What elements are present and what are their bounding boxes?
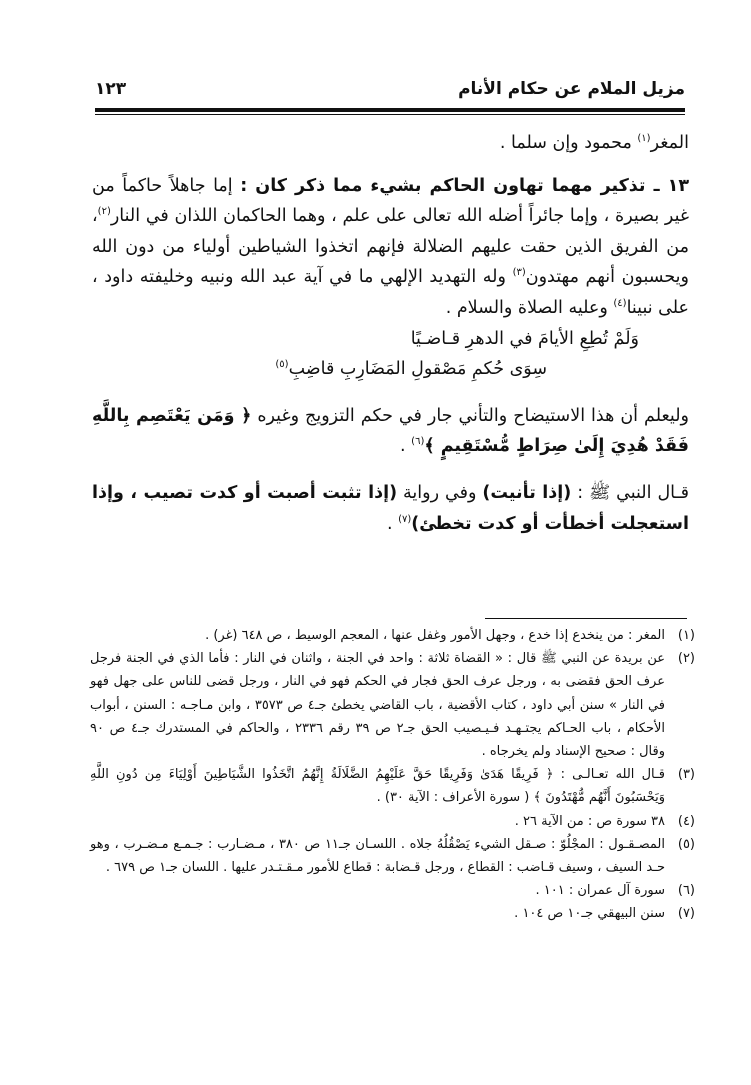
footnote-separator bbox=[485, 618, 687, 619]
header-title: مزيل الملام عن حكام الأنام bbox=[458, 79, 685, 99]
footnote-item: (٧) سنن البيهقي جـ١٠ ص ١٠٤ . bbox=[514, 906, 695, 922]
page-number: ١٢٣ bbox=[95, 79, 127, 99]
footnote-ref-4: (٤) bbox=[613, 298, 627, 310]
footnote-ref-5: (٥) bbox=[275, 359, 289, 371]
hadith-quote: (إذا تثبت أصبت أو كدت تصيب ، وإذا استعجلت أخطأت أو كدت تخطئ) bbox=[92, 482, 689, 534]
footnote-item: (٦) سورة آل عمران : ١٠١ . bbox=[535, 883, 695, 899]
running-header bbox=[95, 78, 685, 100]
footnote-item: (٢) عن بريدة عن النبي ﷺ قال : « القضاة ثلاثة : واحد في الجنة ، واثنان في النار : فأما الذي في الجنة فرجل عرف الحق فقضى به ، ورجل عرف الحق فجار في الحكم فهو في النار ، ورجل قضى للناس على جهل فهو في النار » سنن أبي داود ، كتاب الأقضية ، باب القاضي يخطئ جـ٤ ص ٣٥٧٣ ، وابن مـاجـه : السنن ، أبواب الأحكام ، باب الحـاكم يجتـهـد فـيـصيب الحق جـ٢ ص ٣٩ رقم ٢٣٣٦ ، والحاكم في المستدرك جـ٤ ص ٩٠ وقال : صحيح الإسناد ولم يخرجاه . bbox=[90, 651, 695, 760]
footnote-ref-2: (٢) bbox=[97, 206, 111, 218]
header-rule-thick bbox=[95, 108, 685, 112]
poem-verse-1: وَلَمْ تُطِعِ الأيامَ في الدهرِ قـاضـيًا bbox=[410, 328, 639, 349]
paragraph-3: وليعلم أن هذا الاستيضاح والتأني جار في حكم التزويج وغيره ﴿ وَمَن يَعْتَصِم بِاللَّهِ فَقَدْ هُدِيَ إِلَىٰ صِرَاطٍ مُّسْتَقِيمٍ ﴾$^{(٦)}$ . bbox=[92, 405, 689, 457]
footnote-ref-7: (٧) bbox=[398, 513, 412, 525]
footnote-item: (١) المغر : من ينخدع إذا خدع ، وجهل الأمور وغفل عنها ، المعجم الوسيط ، ص ٦٤٨ (غر) . bbox=[205, 628, 695, 643]
paragraph-4: قـال النبي ﷺ : (إذا تأنيت) وفي رواية (إذا تثبت أصبت أو كدت تصيب ، وإذا استعجلت أخطأت أو كدت تخطئ)$^{(٧)}$ . bbox=[92, 482, 690, 534]
footnotes bbox=[90, 624, 695, 926]
quran-quote: ﴿ وَمَن يَعْتَصِم بِاللَّهِ فَقَدْ هُدِيَ إِلَىٰ صِرَاطٍ مُّسْتَقِيمٍ ﴾ bbox=[92, 405, 689, 457]
paragraph-2: ١٣ ـ تذكير مهما تهاون الحاكم بشيء مما ذكر كان : إما جاهلاً حاكماً من غير بصيرة ، وإما جائراً أضله الله تعالى على علم ، وهما الحاكمان اللذان في النار$^{(٢)}$، من الفريق الذين حقت عليهم الضلالة فإنهم اتخذوا الشياطين أولياء من دون الله ويحسبون أنهم مهتدون$^{(٣)}$ وله التهديد الإلهي ما في آية عبد الله ونبيه وخليفته داود ، على نبينا$^{(٤)}$ وعليه الصلاة والسلام . bbox=[92, 175, 690, 318]
section-heading-13: ١٣ ـ تذكير مهما تهاون الحاكم بشيء مما ذكر كان : bbox=[240, 175, 690, 196]
footnote-item: (٥) المصـقـول : المجْلُوّ : صـقل الشيء يَصْقُلُهُ جلاه . اللسـان جـ١١ ص ٣٨٠ ، مـضـارب : جـمـع مـضـرب ، وهو حـد السيف ، وسيف قـاضب : القطاع ، ورجل قـضابة : قطاع للأمور مـقـتـدر عليها . اللسان جـ١ ص ٦٧٩ . bbox=[90, 836, 695, 876]
footnote-ref-3: (٣) bbox=[512, 267, 526, 279]
header-rule-thin bbox=[95, 114, 685, 115]
footnote-ref-1: (١) bbox=[637, 133, 651, 145]
footnote-ref-6: (٦) bbox=[411, 436, 425, 448]
poem-verse-2: سِوَى حُكمِ مَصْقولِ المَضَارِبِ قاضِبِ$^{(٥)}$ bbox=[275, 359, 547, 380]
footnote-item: (٣) قـال الله تعـالـى : ﴿ فَرِيقًا هَدَىٰ وَفَرِيقًا حَقَّ عَلَيْهِمُ الضَّلَالَةُ إِنَّهُمُ اتَّخَذُوا الشَّيَاطِينَ أَوْلِيَاءَ مِن دُونِ اللَّهِ وَيَحْسَبُونَ أَنَّهُم مُّهْتَدُونَ ﴾ ( سورة الأعراف : الآية ٣٠) . bbox=[90, 767, 695, 806]
main-text bbox=[92, 128, 689, 539]
footnote-item: (٤) ٣٨ سورة ص : من الآية ٢٦ . bbox=[514, 813, 695, 829]
paragraph-1: المغر$^{(١)}$ محمود وإن سلما . bbox=[499, 133, 689, 153]
